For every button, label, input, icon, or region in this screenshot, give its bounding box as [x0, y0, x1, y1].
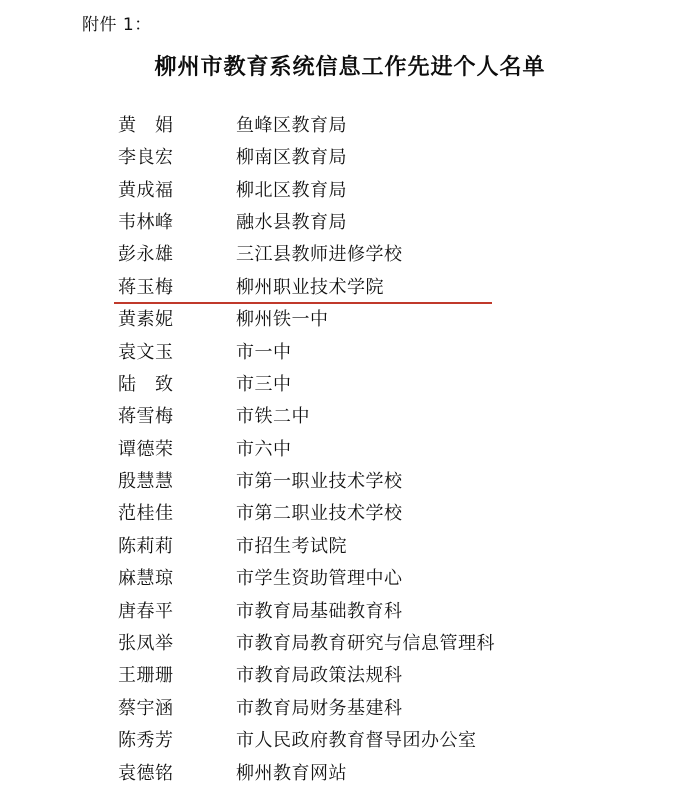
list-item [40, 402, 660, 434]
honoree-organization: 柳北区教育局 [236, 179, 347, 201]
list-item [40, 240, 660, 272]
honoree-name: 蔡宇涵 [118, 697, 174, 719]
honoree-organization: 市教育局教育研究与信息管理科 [236, 633, 495, 655]
honoree-name: 陆 致 [118, 373, 174, 395]
list-item [40, 597, 660, 629]
honoree-name: 王珊珊 [118, 665, 174, 687]
honoree-organization: 市三中 [236, 373, 292, 395]
honoree-organization: 柳州铁一中 [236, 309, 329, 331]
honoree-organization: 柳州职业技术学院 [236, 276, 384, 298]
honoree-name: 黄素妮 [118, 309, 174, 331]
honoree-organization: 市铁二中 [236, 406, 310, 428]
list-item [40, 435, 660, 467]
honoree-organization: 市学生资助管理中心 [236, 568, 403, 590]
honoree-organization: 市招生考试院 [236, 535, 347, 557]
honoree-name: 陈莉莉 [118, 535, 174, 557]
honoree-name: 殷慧慧 [118, 471, 174, 493]
honoree-organization: 柳南区教育局 [236, 147, 347, 169]
honoree-name: 袁文玉 [118, 341, 174, 363]
honoree-organization: 市第二职业技术学校 [236, 503, 403, 525]
list-item [40, 370, 660, 402]
honoree-name: 张凤举 [118, 633, 174, 655]
honoree-name: 陈秀芳 [118, 730, 174, 752]
list-item [40, 661, 660, 693]
honoree-organization: 市六中 [236, 438, 292, 460]
honoree-organization: 市教育局政策法规科 [236, 665, 403, 687]
honoree-organization: 鱼峰区教育局 [236, 114, 347, 136]
honoree-organization: 市一中 [236, 341, 292, 363]
list-item [40, 305, 660, 337]
honoree-name: 谭德荣 [118, 438, 174, 460]
honoree-organization: 柳州教育网站 [236, 762, 347, 784]
list-item [40, 532, 660, 564]
list-item [40, 694, 660, 726]
honoree-organization: 三江县教师进修学校 [236, 244, 403, 266]
honoree-name: 李良宏 [118, 147, 174, 169]
honoree-organization: 融水县教育局 [236, 211, 347, 233]
list-item [40, 111, 660, 143]
honoree-list [40, 111, 660, 791]
attachment-label: 附件 1： [82, 15, 152, 35]
honoree-organization: 市教育局财务基建科 [236, 697, 403, 719]
honoree-name: 麻慧琼 [118, 568, 174, 590]
list-item [40, 338, 660, 370]
list-item [40, 273, 660, 305]
honoree-organization: 市第一职业技术学校 [236, 471, 403, 493]
honoree-name: 唐春平 [118, 600, 174, 622]
honoree-organization: 市教育局基础教育科 [236, 600, 403, 622]
honoree-organization: 市人民政府教育督导团办公室 [236, 730, 477, 752]
honoree-name: 范桂佳 [118, 503, 174, 525]
list-item [40, 143, 660, 175]
list-item [40, 629, 660, 661]
list-item [40, 176, 660, 208]
red-underline-annotation [114, 302, 492, 304]
honoree-name: 蒋玉梅 [118, 276, 174, 298]
list-item [40, 499, 660, 531]
list-item [40, 564, 660, 596]
honoree-name: 韦林峰 [118, 211, 174, 233]
list-item [40, 759, 660, 791]
list-item [40, 467, 660, 499]
page-title: 柳州市教育系统信息工作先进个人名单 [154, 54, 546, 80]
list-item [40, 726, 660, 758]
honoree-name: 彭永雄 [118, 244, 174, 266]
honoree-name: 袁德铭 [118, 762, 174, 784]
honoree-name: 蒋雪梅 [118, 406, 174, 428]
honoree-name: 黄 娟 [118, 114, 174, 136]
honoree-name: 黄成福 [118, 179, 174, 201]
list-item [40, 208, 660, 240]
